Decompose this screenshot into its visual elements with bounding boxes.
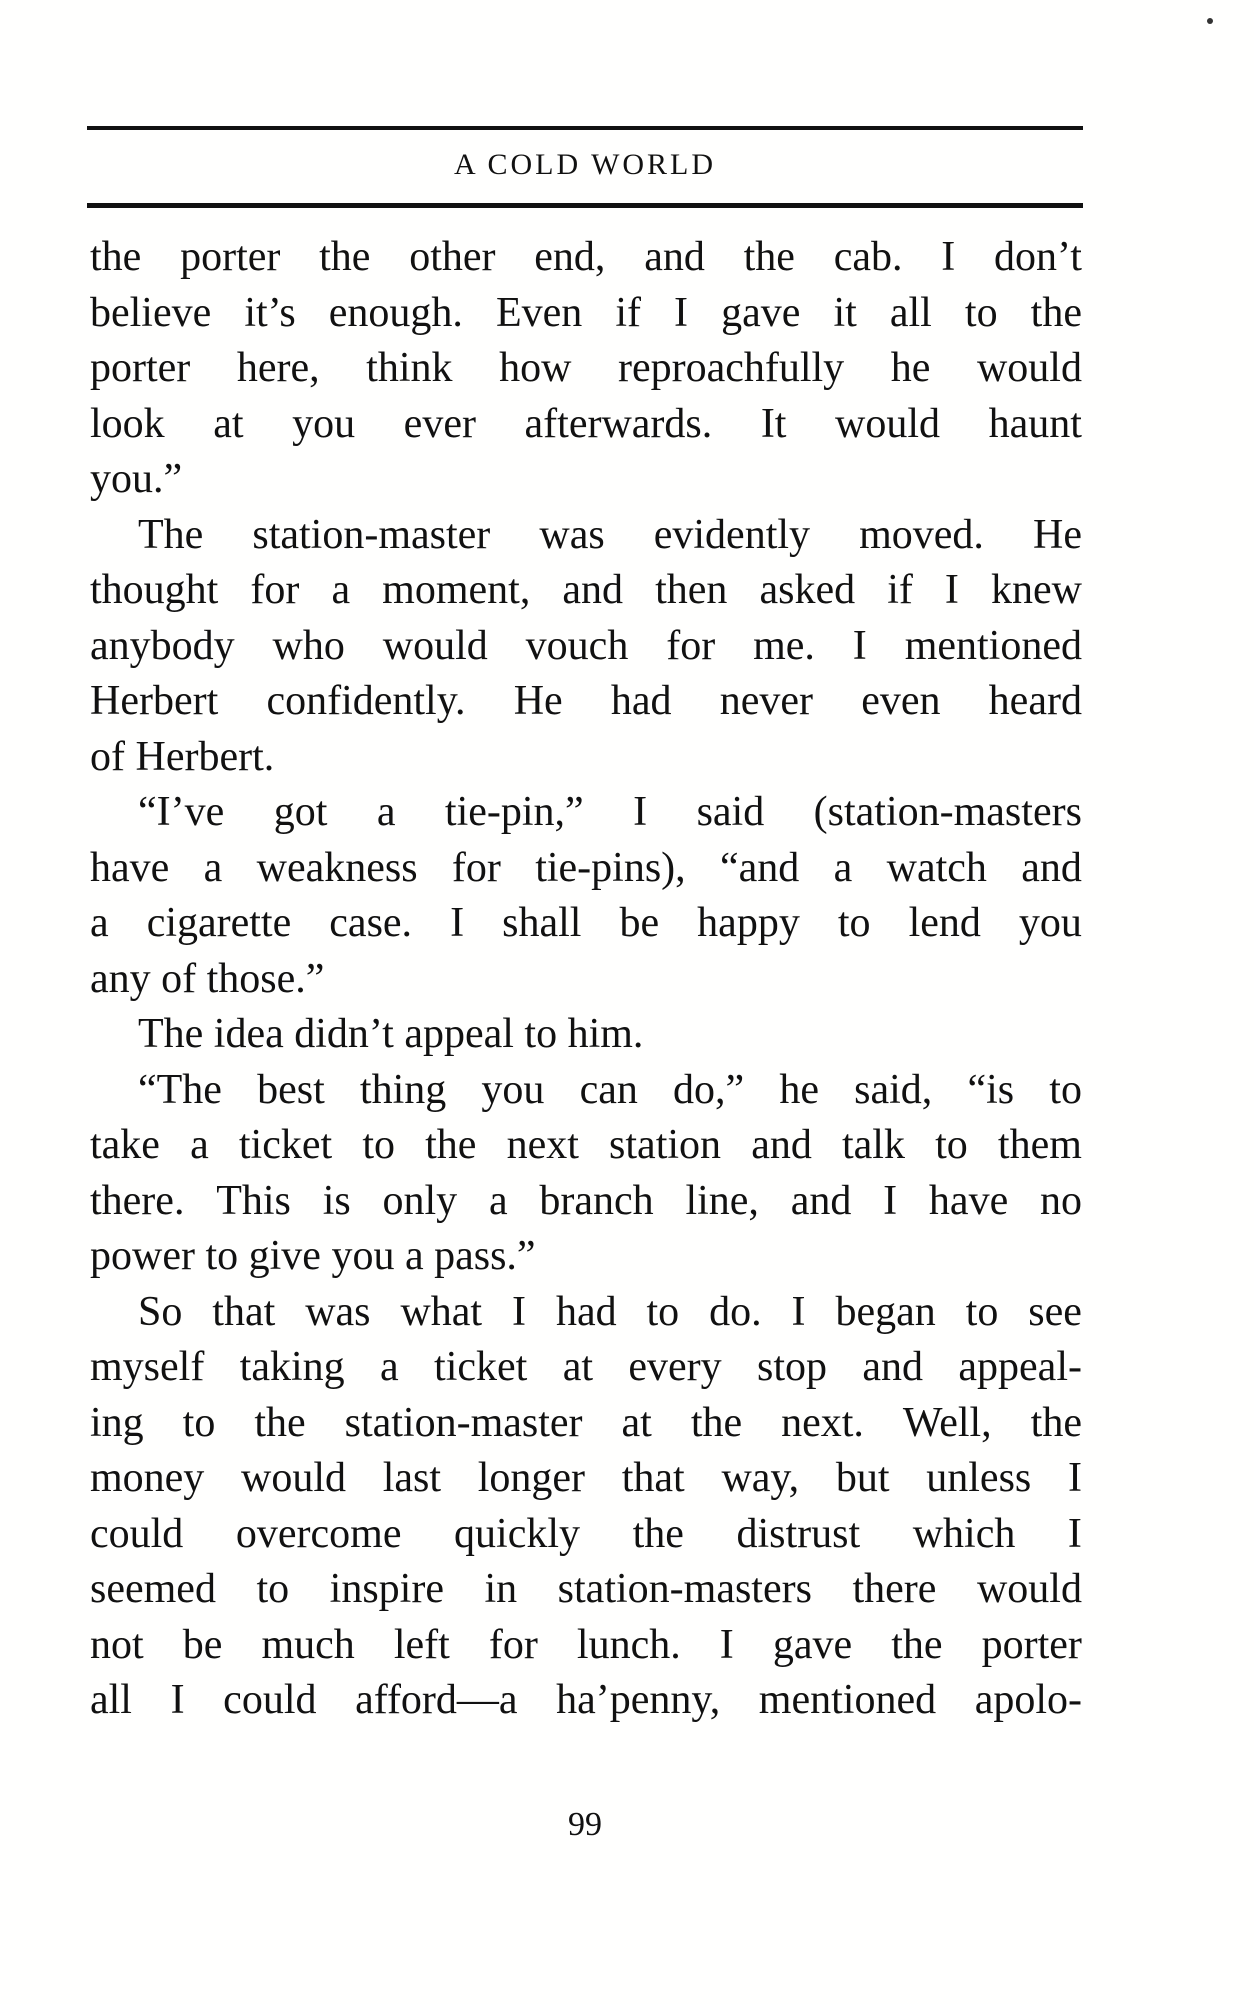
body-text (90, 230, 1082, 1729)
text-line: any of those.” (90, 955, 325, 1002)
text-line: anybody who would vouch for me. I mentioned (90, 622, 1082, 669)
text-line: have a weakness for tie-pins), “and a watch and (90, 844, 1082, 891)
print-speck (1207, 18, 1213, 24)
text-line: “The best thing you can do,” he said, “is to (138, 1066, 1082, 1113)
text-line: a cigarette case. I shall be happy to lend you (90, 900, 1082, 946)
text-line: the porter the other end, and the cab. I don’t (90, 234, 1082, 280)
text-line: take a ticket to the next station and talk to them (90, 1122, 1082, 1168)
header-rule-bottom (87, 203, 1083, 208)
text-line: look at you ever afterwards. It would haunt (90, 400, 1082, 447)
text-line: ing to the station-master at the next. Well, the (90, 1399, 1082, 1446)
text-line: money would last longer that way, but unless I (90, 1455, 1082, 1501)
text-line: not be much left for lunch. I gave the porter (90, 1621, 1082, 1668)
text-line: all I could afford—a ha’penny, mentioned apolo- (90, 1677, 1082, 1723)
text-line: So that was what I had to do. I began to see (138, 1288, 1082, 1335)
header-rule-top (87, 126, 1083, 130)
text-line: The station-master was evidently moved. He (138, 511, 1082, 558)
text-line: “I’ve got a tie-pin,” I said (station-masters (138, 789, 1082, 835)
text-line: power to give you a pass.” (90, 1233, 536, 1279)
text-line: believe it’s enough. Even if I gave it all to the (90, 289, 1082, 336)
text-line: porter here, think how reproachfully he would (90, 345, 1082, 391)
running-title: A COLD WORLD (453, 148, 717, 181)
text-line: myself taking a ticket at every stop and appeal- (90, 1344, 1082, 1390)
text-line: of Herbert. (90, 733, 275, 780)
text-line: thought for a moment, and then asked if I knew (90, 567, 1082, 613)
text-line: The idea didn’t appeal to him. (138, 1011, 644, 1057)
text-line: could overcome quickly the distrust which I (90, 1510, 1082, 1557)
text-line: Herbert confidently. He had never even heard (90, 678, 1082, 724)
text-line: seemed to inspire in station-masters there would (90, 1566, 1082, 1612)
text-line: there. This is only a branch line, and I have no (90, 1177, 1082, 1224)
text-line: you.” (90, 456, 183, 502)
page-number: 99 (568, 1806, 602, 1843)
